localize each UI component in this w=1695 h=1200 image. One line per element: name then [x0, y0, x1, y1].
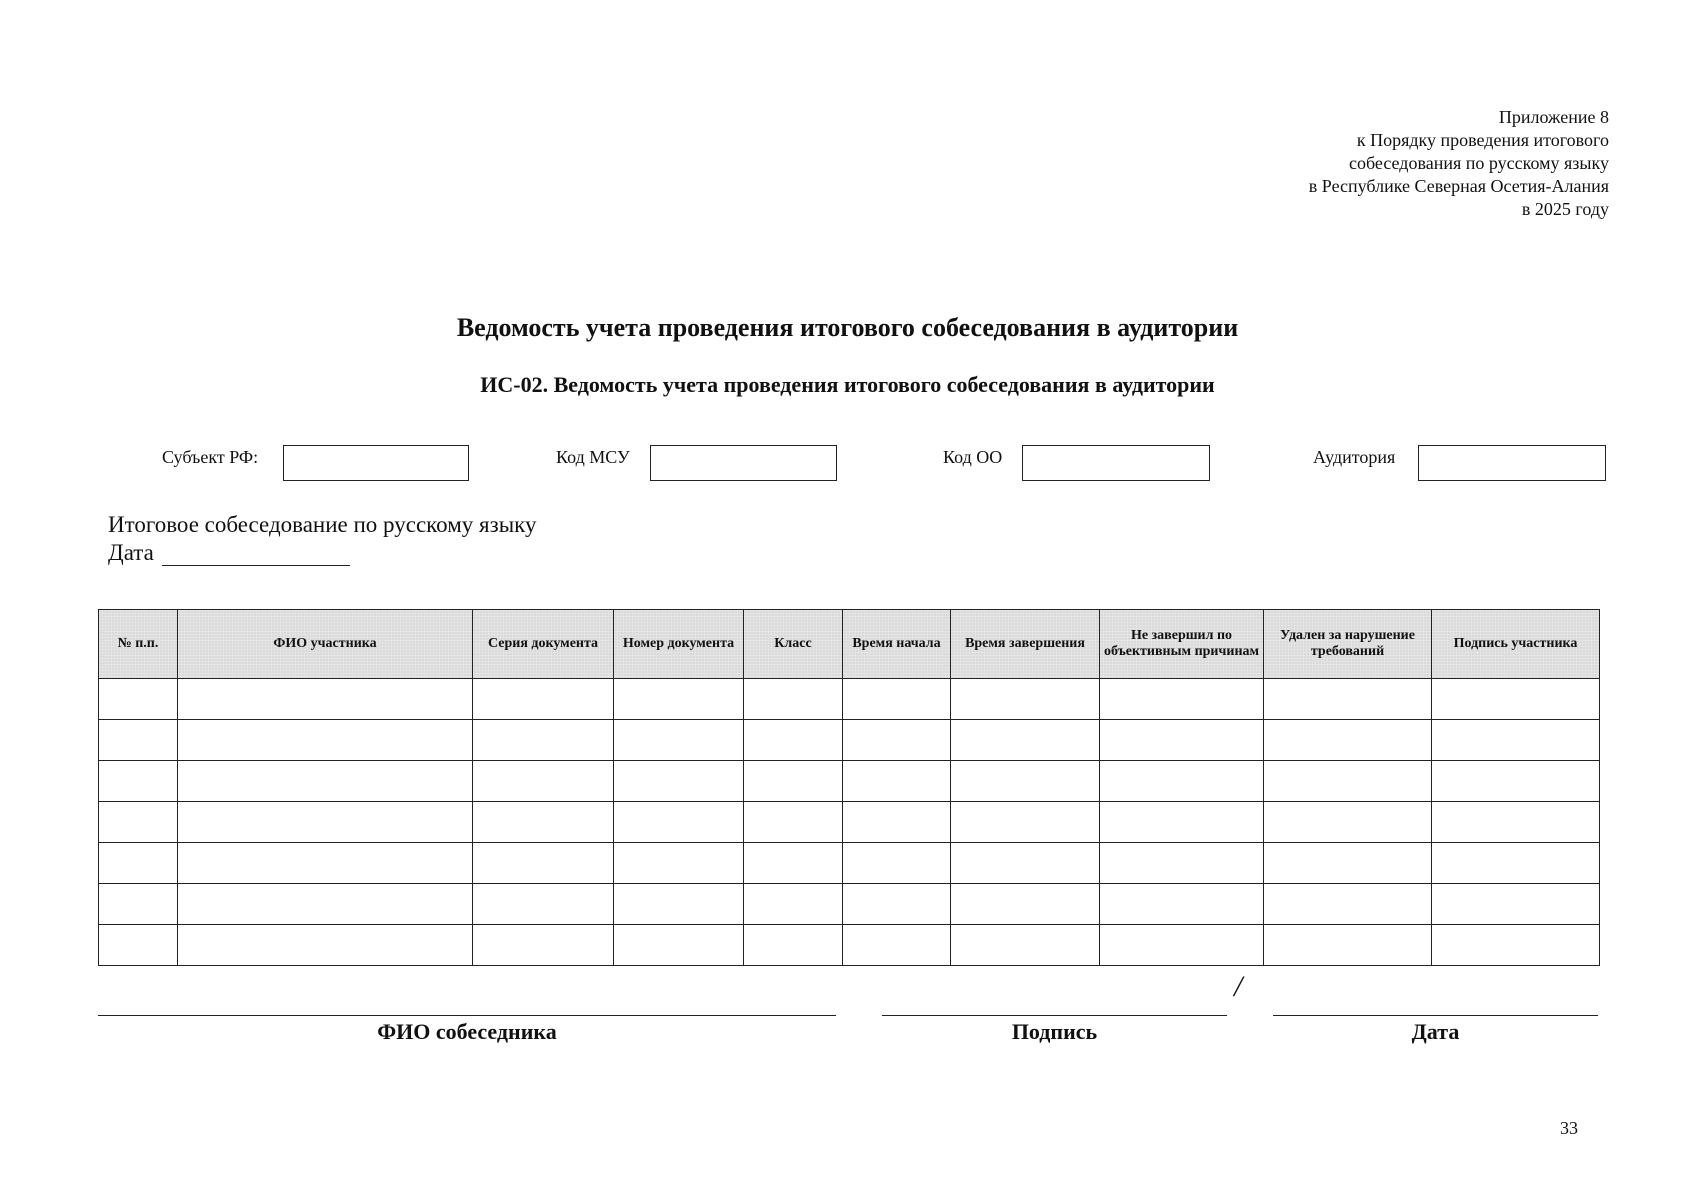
- table-cell[interactable]: [843, 843, 951, 884]
- document-title: Ведомость учета проведения итогового собеседования в аудитории: [456, 313, 1239, 342]
- table-cell[interactable]: [1432, 843, 1600, 884]
- date-signature-line: [1273, 1015, 1598, 1016]
- appendix-line: собеседования по русскому языку: [1349, 153, 1609, 173]
- table-cell[interactable]: [473, 925, 614, 966]
- msu-label: Код МСУ: [556, 447, 630, 467]
- date-label: Дата: [108, 540, 154, 565]
- auditorium-input[interactable]: [1418, 445, 1606, 481]
- table-cell[interactable]: [951, 925, 1100, 966]
- table-cell[interactable]: [473, 761, 614, 802]
- table-cell[interactable]: [1264, 761, 1432, 802]
- table-row: [99, 925, 1600, 966]
- table-row: [99, 761, 1600, 802]
- table-cell[interactable]: [1432, 761, 1600, 802]
- table-cell[interactable]: [1432, 925, 1600, 966]
- table-cell[interactable]: [951, 843, 1100, 884]
- table-header-row: [99, 610, 1600, 679]
- table-cell[interactable]: [744, 843, 843, 884]
- participants-table: [98, 609, 1600, 966]
- table-row: [99, 679, 1600, 720]
- table-cell[interactable]: [473, 720, 614, 761]
- table-cell[interactable]: [744, 720, 843, 761]
- oo-label: Код ОО: [943, 447, 1003, 467]
- table-cell[interactable]: [473, 679, 614, 720]
- table-cell[interactable]: [99, 843, 178, 884]
- table-cell[interactable]: [843, 925, 951, 966]
- appendix-line: в 2025 году: [1521, 199, 1609, 219]
- table-cell[interactable]: [1100, 843, 1264, 884]
- date-input[interactable]: [162, 543, 350, 566]
- table-cell[interactable]: [99, 802, 178, 843]
- table-cell[interactable]: [99, 884, 178, 925]
- table-cell[interactable]: [1100, 720, 1264, 761]
- table-cell[interactable]: [178, 761, 473, 802]
- table-cell[interactable]: [744, 925, 843, 966]
- appendix-header: [1309, 106, 1609, 221]
- table-cell[interactable]: [1432, 720, 1600, 761]
- column-header: Не завершил по объективным причинам: [1100, 610, 1264, 679]
- table-cell[interactable]: [744, 802, 843, 843]
- table-cell[interactable]: [843, 720, 951, 761]
- table-cell[interactable]: [99, 925, 178, 966]
- table-cell[interactable]: [1264, 884, 1432, 925]
- column-header: Время начала: [843, 610, 951, 679]
- subject-label: Субъект РФ:: [162, 447, 259, 467]
- table-cell[interactable]: [473, 802, 614, 843]
- table-row: [99, 720, 1600, 761]
- auditorium-field: [1313, 445, 1607, 483]
- table-cell[interactable]: [1100, 925, 1264, 966]
- fio-caption: ФИО собеседника: [377, 1019, 557, 1044]
- table-cell[interactable]: [178, 720, 473, 761]
- oo-field: [943, 445, 1211, 483]
- appendix-line: к Порядку проведения итогового: [1356, 130, 1609, 150]
- column-header: № п.п.: [99, 610, 178, 679]
- column-header: Подпись участника: [1432, 610, 1600, 679]
- exam-name: Итоговое собеседование по русскому языку: [108, 512, 537, 537]
- table-cell[interactable]: [99, 761, 178, 802]
- table-cell[interactable]: [951, 802, 1100, 843]
- fio-signature-line: [98, 1015, 836, 1016]
- table-cell[interactable]: [843, 884, 951, 925]
- table-cell[interactable]: [1264, 802, 1432, 843]
- table-cell[interactable]: [951, 761, 1100, 802]
- table-cell[interactable]: [1100, 802, 1264, 843]
- table-cell[interactable]: [614, 802, 744, 843]
- table-cell[interactable]: [614, 843, 744, 884]
- msu-input[interactable]: [650, 445, 837, 481]
- page-number: 33: [1560, 1118, 1578, 1138]
- table-cell[interactable]: [1264, 925, 1432, 966]
- appendix-line: Приложение 8: [1498, 107, 1609, 127]
- table-cell[interactable]: [1264, 679, 1432, 720]
- table-body: [99, 679, 1600, 966]
- table-cell[interactable]: [614, 720, 744, 761]
- slash-mark: /: [1234, 970, 1243, 1003]
- table-cell[interactable]: [1100, 761, 1264, 802]
- subject-field: [162, 445, 472, 483]
- table-cell[interactable]: [951, 884, 1100, 925]
- appendix-line: в Республике Северная Осетия-Алания: [1308, 176, 1609, 196]
- table-cell[interactable]: [1100, 884, 1264, 925]
- table-cell[interactable]: [1432, 884, 1600, 925]
- table-cell[interactable]: [99, 720, 178, 761]
- table-cell[interactable]: [473, 884, 614, 925]
- table-cell[interactable]: [178, 843, 473, 884]
- table-cell[interactable]: [744, 761, 843, 802]
- table-cell[interactable]: [843, 761, 951, 802]
- date-caption: Дата: [1411, 1019, 1460, 1044]
- table-cell[interactable]: [614, 761, 744, 802]
- table-cell[interactable]: [744, 679, 843, 720]
- table-cell[interactable]: [614, 925, 744, 966]
- table-cell[interactable]: [614, 884, 744, 925]
- table-cell[interactable]: [178, 925, 473, 966]
- column-header: Серия документа: [473, 610, 614, 679]
- table-cell[interactable]: [1100, 679, 1264, 720]
- table-cell[interactable]: [744, 884, 843, 925]
- table-cell[interactable]: [614, 679, 744, 720]
- table-cell[interactable]: [1264, 720, 1432, 761]
- table-cell[interactable]: [1264, 843, 1432, 884]
- table-row: [99, 884, 1600, 925]
- msu-field: [556, 445, 838, 483]
- table-cell[interactable]: [178, 802, 473, 843]
- table-cell[interactable]: [178, 679, 473, 720]
- table-cell[interactable]: [843, 679, 951, 720]
- table-row: [99, 843, 1600, 884]
- column-header: Время завершения: [951, 610, 1100, 679]
- date-row: [108, 540, 350, 566]
- table-cell[interactable]: [178, 884, 473, 925]
- table-cell[interactable]: [951, 720, 1100, 761]
- column-header: Номер документа: [614, 610, 744, 679]
- subject-input[interactable]: [283, 445, 469, 481]
- table-cell[interactable]: [1432, 802, 1600, 843]
- column-header: ФИО участника: [178, 610, 473, 679]
- table-row: [99, 802, 1600, 843]
- sign-caption: Подпись: [1011, 1019, 1098, 1044]
- table-cell[interactable]: [99, 679, 178, 720]
- column-header: Удален за нарушение требований: [1264, 610, 1432, 679]
- table-cell[interactable]: [473, 843, 614, 884]
- table-cell[interactable]: [951, 679, 1100, 720]
- auditorium-label: Аудитория: [1313, 447, 1396, 467]
- table-cell[interactable]: [843, 802, 951, 843]
- oo-input[interactable]: [1022, 445, 1210, 481]
- table-cell[interactable]: [1432, 679, 1600, 720]
- column-header: Класс: [744, 610, 843, 679]
- sign-signature-line: [882, 1015, 1227, 1016]
- form-subtitle: ИС-02. Ведомость учета проведения итогового собеседования в аудитории: [480, 372, 1215, 397]
